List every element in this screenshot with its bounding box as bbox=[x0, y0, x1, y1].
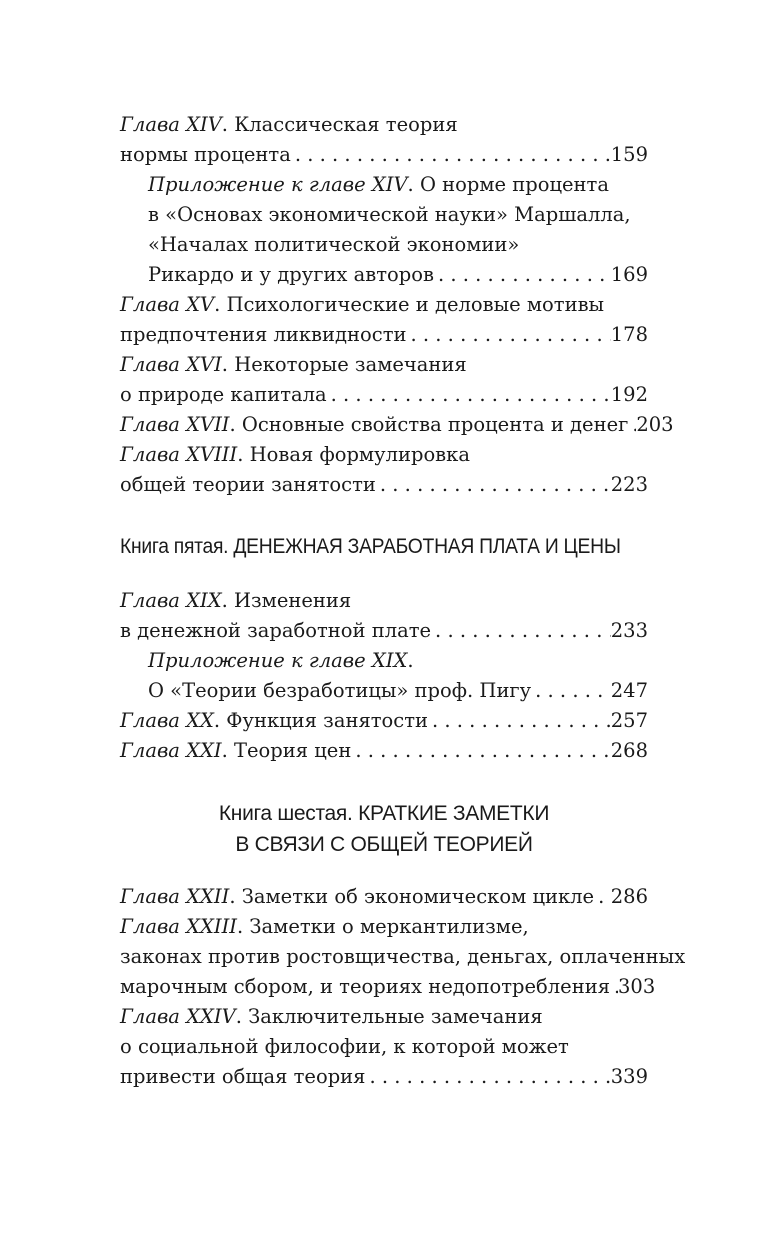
chapter-label: Глава XXI bbox=[120, 739, 222, 762]
chapter-label: Приложение к главе XIV bbox=[148, 173, 408, 196]
dot-leader bbox=[434, 260, 611, 290]
toc-entry-ch18-cont bbox=[120, 470, 648, 500]
entry-title: . Заключительные замечания bbox=[235, 1005, 543, 1028]
entry-title: . Функция занятости bbox=[213, 709, 428, 732]
dot-leader bbox=[428, 706, 611, 736]
entry-title: О «Теории безработицы» проф. Пигу bbox=[148, 679, 532, 702]
dot-leader bbox=[406, 320, 610, 350]
page-number: 303 bbox=[618, 975, 656, 998]
toc-entry-app14-cont bbox=[120, 230, 648, 260]
chapter-label: Глава XV bbox=[120, 293, 215, 316]
entry-title: . Заметки о меркантилизме, bbox=[237, 915, 529, 938]
chapter-label: Глава XXII bbox=[120, 885, 230, 908]
page-number: 169 bbox=[610, 263, 648, 286]
page-number: 339 bbox=[610, 1065, 648, 1088]
page-number: 268 bbox=[610, 739, 648, 762]
entry-title: общей теории занятости bbox=[120, 473, 376, 496]
page-number: 257 bbox=[610, 709, 648, 732]
entry-title: . О норме процента bbox=[407, 173, 609, 196]
dot-leader bbox=[351, 736, 610, 766]
entry-title: . Психологические и деловые мотивы bbox=[214, 293, 605, 316]
page-number: 159 bbox=[610, 143, 648, 166]
toc-entry-ch23-cont bbox=[120, 972, 656, 1002]
chapter-label: Глава XVII bbox=[120, 413, 230, 436]
dot-leader bbox=[327, 380, 611, 410]
toc-entry-app19-cont bbox=[120, 676, 648, 706]
chapter-label: Глава XIX bbox=[120, 589, 222, 612]
book5-heading: Книга пятая. ДЕНЕЖНАЯ ЗАРАБОТНАЯ ПЛАТА И ЦЕНЫ bbox=[120, 535, 621, 558]
toc-entry-ch19-cont bbox=[120, 616, 648, 646]
page-number: 203 bbox=[636, 413, 674, 436]
table-of-contents bbox=[120, 110, 686, 1092]
chapter-label: Глава XVI bbox=[120, 353, 222, 376]
toc-entry-app19 bbox=[120, 646, 648, 676]
toc-entry-app14 bbox=[120, 170, 648, 200]
toc-entry-ch20 bbox=[120, 706, 648, 736]
dot-leader bbox=[594, 882, 611, 912]
entry-title: привести общая теория bbox=[120, 1065, 366, 1088]
chapter-label: Глава XXIV bbox=[120, 1005, 236, 1028]
toc-entry-app14-cont bbox=[120, 260, 648, 290]
page-number: 247 bbox=[610, 679, 648, 702]
entry-title: Рикардо и у других авторов bbox=[148, 263, 434, 286]
entry-title: «Началах политической экономии» bbox=[148, 233, 520, 256]
entry-title: . Заметки об экономическом цикле bbox=[229, 885, 595, 908]
page-number: 233 bbox=[610, 619, 648, 642]
entry-title: . Изменения bbox=[221, 589, 352, 612]
entry-title: о природе капитала bbox=[120, 383, 327, 406]
page-number: 286 bbox=[610, 885, 648, 908]
book6-heading-line1: Книга шестая. КРАТКИЕ ЗАМЕТКИ bbox=[218, 802, 550, 825]
toc-entry-ch19 bbox=[120, 586, 648, 616]
entry-title: о социальной философии, к которой может bbox=[120, 1035, 569, 1058]
chapter-label: Глава XX bbox=[120, 709, 214, 732]
toc-entry-ch16-cont bbox=[120, 380, 648, 410]
chapter-label: Глава XIV bbox=[120, 113, 222, 136]
entry-title: законах против ростовщичества, деньгах, оплаченных bbox=[120, 945, 686, 968]
toc-entry-ch14-cont bbox=[120, 140, 648, 170]
toc-entry-ch21 bbox=[120, 736, 648, 766]
toc-entry-ch15 bbox=[120, 290, 648, 320]
entry-title: . Классическая теория bbox=[221, 113, 458, 136]
dot-leader bbox=[431, 616, 611, 646]
chapter-label: Приложение к главе XIX bbox=[148, 649, 408, 672]
entry-title: . Основные свойства процента и денег bbox=[229, 413, 629, 436]
entry-title: в денежной заработной плате bbox=[120, 619, 432, 642]
book6-heading-line2: В СВЯЗИ С ОБЩЕЙ ТЕОРИЕЙ bbox=[235, 833, 533, 856]
toc-entry-ch24 bbox=[120, 1002, 648, 1032]
chapter-label: Глава XXIII bbox=[120, 915, 237, 938]
page-number: 192 bbox=[610, 383, 648, 406]
toc-entry-ch17 bbox=[120, 410, 674, 440]
dot-leader bbox=[628, 410, 636, 440]
toc-entry-ch14 bbox=[120, 110, 648, 140]
toc-entry-ch22 bbox=[120, 882, 648, 912]
entry-title: предпочтения ликвидности bbox=[120, 323, 407, 346]
toc-entry-ch18 bbox=[120, 440, 648, 470]
entry-title: . Некоторые замечания bbox=[221, 353, 467, 376]
entry-title: . Теория цен bbox=[221, 739, 352, 762]
toc-entry-ch16 bbox=[120, 350, 648, 380]
dot-leader bbox=[610, 972, 618, 1002]
toc-entry-ch24-cont bbox=[120, 1062, 648, 1092]
dot-leader bbox=[365, 1062, 610, 1092]
entry-title: . bbox=[407, 649, 414, 672]
page-number: 223 bbox=[610, 473, 648, 496]
toc-entry-ch15-cont bbox=[120, 320, 648, 350]
entry-title: в «Основах экономической науки» Маршалла, bbox=[148, 203, 631, 226]
toc-entry-ch23 bbox=[120, 912, 648, 942]
toc-entry-ch24-cont bbox=[120, 1032, 648, 1062]
dot-leader bbox=[376, 470, 611, 500]
entry-title: нормы процента bbox=[120, 143, 291, 166]
entry-title: марочным сбором, и теориях недопотребления bbox=[120, 975, 611, 998]
dot-leader bbox=[291, 140, 611, 170]
dot-leader bbox=[531, 676, 611, 706]
toc-entry-app14-cont bbox=[120, 200, 648, 230]
toc-entry-ch23-cont bbox=[120, 942, 686, 972]
page-number: 178 bbox=[610, 323, 648, 346]
entry-title: . Новая формулировка bbox=[237, 443, 470, 466]
chapter-label: Глава XVIII bbox=[120, 443, 238, 466]
